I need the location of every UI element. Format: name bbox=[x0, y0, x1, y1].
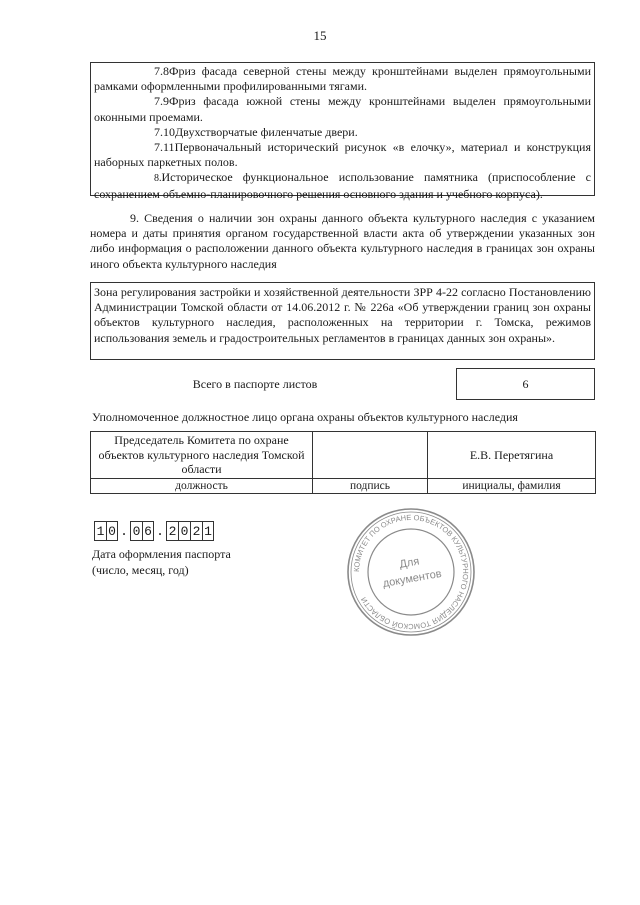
section-9-text: 9. Сведения о наличии зон охраны данного объекта культурного наследия с указанием номера и даты принятия органом государственной власти акта об утверждении указанных зон либо информация о расположении данного объекта культурного наследия в границах зон охраны иного объекта культурного наследия bbox=[90, 211, 595, 271]
protection-zone-box bbox=[90, 282, 595, 360]
date-separator: . bbox=[156, 523, 164, 539]
page-number: 15 bbox=[313, 28, 327, 43]
official-stamp bbox=[345, 506, 477, 638]
total-sheets-label: Всего в паспорте листов bbox=[192, 377, 318, 391]
total-sheets-box bbox=[456, 368, 595, 400]
date-digit: 6 bbox=[142, 521, 154, 541]
name-caption: инициалы, фамилия bbox=[428, 479, 596, 494]
date-separator: . bbox=[120, 523, 128, 539]
protection-zone-text: Зона регулирования застройки и хозяйственной деятельности ЗРР 4-22 согласно Постановлению Администрации Томской области от 14.06.2012 г. № 226а «Об утверждении границ зон охраны объектов культурного наследия, расположенных на территории г. Томска, режимов использования земель и градостроительных регламентов в границах данных зон охраны». bbox=[94, 285, 591, 345]
position-cell: Председатель Комитета по охране объектов культурного наследия Томской области bbox=[91, 432, 313, 479]
item-7-9: 7.9Фриз фасада южной стены между кронштейнами выделен прямоугольными оконными проемами. bbox=[94, 94, 591, 124]
signature-table bbox=[90, 431, 596, 494]
total-sheets-value: 6 bbox=[522, 376, 529, 391]
section-9-heading bbox=[90, 211, 595, 272]
date-digit: 0 bbox=[178, 521, 190, 541]
official-title: Уполномоченное должностное лицо органа охраны объектов культурного наследия bbox=[92, 410, 518, 424]
date-caption bbox=[92, 546, 231, 578]
item-7-11: 7.11Первоначальный исторический рисунок «в елочку», материал и конструкция наборных паркетных полов. bbox=[94, 140, 591, 170]
item-7-8: 7.8Фриз фасада северной стены между кронштейнами выделен прямоугольными рамками оформленными профилированными тягами. bbox=[94, 64, 591, 94]
date-digit: 0 bbox=[106, 521, 118, 541]
date-digit: 0 bbox=[130, 521, 142, 541]
name-cell: Е.В. Перетягина bbox=[428, 432, 596, 479]
date-digit: 2 bbox=[190, 521, 202, 541]
date-digit: 1 bbox=[94, 521, 106, 541]
signature-caption: подпись bbox=[313, 479, 428, 494]
stamp-center-line2: документов bbox=[381, 567, 443, 590]
position-caption: должность bbox=[91, 479, 313, 494]
issue-date-boxes bbox=[94, 520, 214, 542]
signature-cell bbox=[313, 432, 428, 479]
date-caption-line2: (число, месяц, год) bbox=[92, 563, 189, 577]
date-caption-line1: Дата оформления паспорта bbox=[92, 547, 231, 561]
characteristics-box bbox=[90, 62, 595, 201]
stamp-rings bbox=[348, 509, 474, 635]
stamp-ring-text: КОМИТЕТ ПО ОХРАНЕ ОБЪЕКТОВ КУЛЬТУРНОГО НАСЛЕДИЯ ТОМСКОЙ ОБЛАСТИ bbox=[351, 512, 471, 632]
item-8: 8.Историческое функциональное использование памятника (приспособление с сохранением объемно-планировочного решения основного здания и учебного корпуса). bbox=[94, 170, 591, 201]
item-7-10: 7.10Двухстворчатые филенчатые двери. bbox=[154, 124, 358, 139]
stamp-center-line1: Для bbox=[398, 555, 421, 571]
date-digit: 2 bbox=[166, 521, 178, 541]
date-digit: 1 bbox=[202, 521, 214, 541]
